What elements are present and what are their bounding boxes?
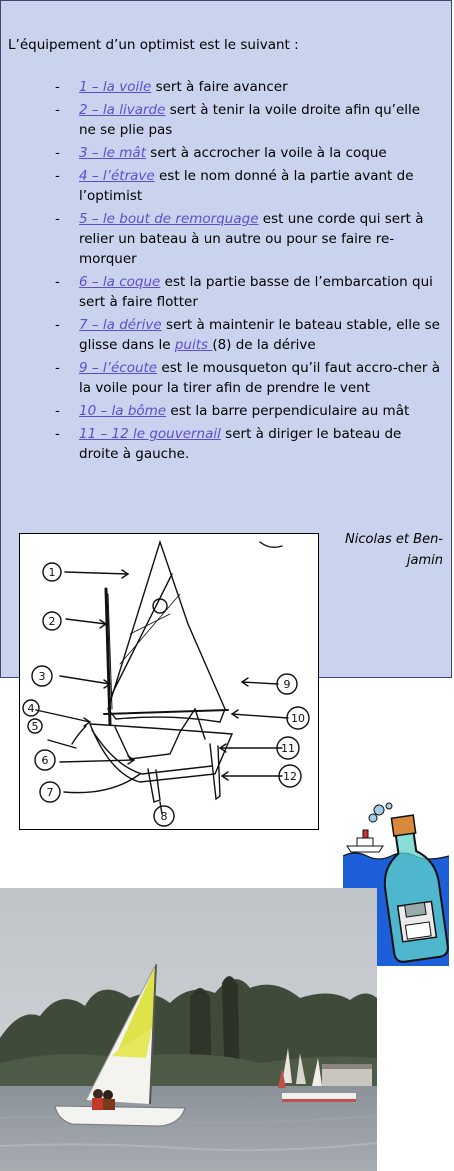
term-link[interactable]: 11 – 12 le gouvernail: [79, 426, 221, 442]
term-link[interactable]: 4 – l’étrave: [79, 168, 155, 184]
term-link[interactable]: 2 – la livarde: [79, 102, 166, 118]
list-item: - 5 – le bout de remorquage est une corde qui sert à relier un bateau à un autre ou pour se faire re-morquer: [55, 211, 424, 267]
list-item: - 1 – la voile sert à faire avancer: [55, 79, 288, 95]
signature: Nicolas et Ben- jamin: [345, 532, 443, 568]
term-link[interactable]: 1 – la voile: [79, 79, 152, 95]
term-link[interactable]: 7 – la dérive: [79, 317, 162, 333]
list-item: - 7 – la dérive sert à maintenir le bateau stable, elle se glisse dans le puits (8) de la dérive: [55, 317, 440, 353]
diagram-label: 10: [291, 712, 305, 725]
diagram-label: 6: [41, 754, 49, 767]
diagram-label: 1: [48, 566, 56, 579]
list-item: - 9 – l’écoute est le mousqueton qu’il faut accro-cher à la voile pour la tirer afin de prendre le vent: [55, 360, 441, 396]
term-link[interactable]: 9 – l’écoute: [79, 360, 158, 376]
list-item: - 2 – la livarde sert à tenir la voile droite afin qu’elle ne se plie pas: [55, 102, 421, 138]
diagram-label: 2: [48, 615, 56, 628]
list-item: - 6 – la coque est la partie basse de l’embarcation qui sert à faire flotter: [55, 274, 433, 310]
diagram-label: 4: [27, 702, 35, 715]
list-item: - 3 – le mât sert à accrocher la voile à la coque: [55, 145, 387, 161]
term-link[interactable]: puits: [174, 337, 213, 353]
term-link[interactable]: 6 – la coque: [79, 274, 161, 290]
intro-text: L’équipement d’un optimist est le suivant :: [8, 37, 299, 53]
list-item: - 4 – l’étrave est le nom donné à la partie avant de l’optimist: [55, 168, 414, 204]
term-link[interactable]: 10 – la bôme: [79, 403, 167, 419]
list-item: - 11 – 12 le gouvernail sert à diriger le bateau de droite à gauche.: [55, 426, 402, 462]
diagram-label: 7: [46, 786, 54, 799]
diagram-label: 12: [283, 770, 297, 783]
diagram-label: 11: [281, 742, 295, 755]
term-link[interactable]: 5 – le bout de remorquage: [79, 211, 259, 227]
diagram-label: 8: [160, 810, 168, 823]
diagram-label: 9: [283, 678, 291, 691]
term-link[interactable]: 3 – le mât: [79, 145, 146, 161]
optimist-diagram: [19, 533, 319, 830]
diagram-label: 3: [38, 670, 46, 683]
equipment-list: [1, 77, 453, 467]
diagram-label: 5: [31, 720, 39, 733]
sailing-photo: [0, 888, 377, 1171]
list-item: - 10 – la bôme est la barre perpendiculaire au mât: [55, 403, 410, 419]
sailboat-sketch: [20, 534, 318, 829]
